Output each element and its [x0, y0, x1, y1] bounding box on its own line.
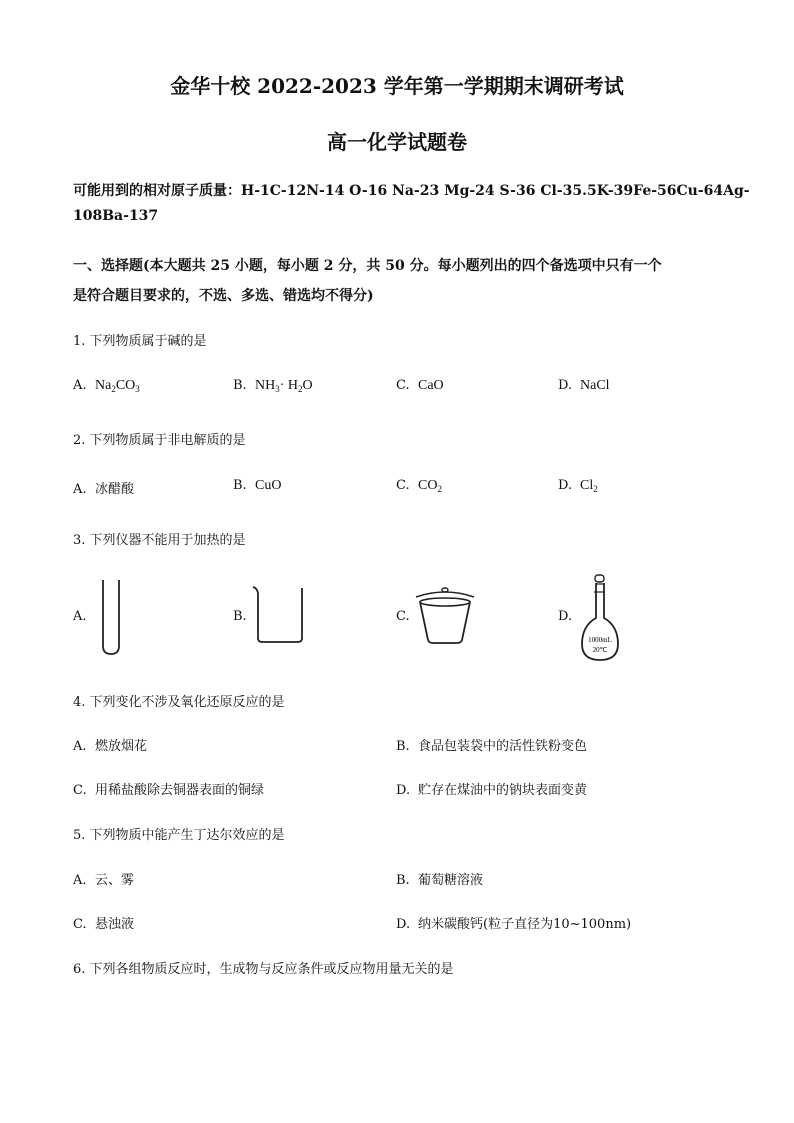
- option-label: C.: [73, 783, 87, 798]
- q4-option-a[interactable]: [73, 735, 147, 754]
- question-1-stem: 1. 下列物质属于碱的是: [73, 334, 207, 349]
- q2-option-c[interactable]: [396, 478, 442, 494]
- q1-option-a[interactable]: [73, 378, 140, 394]
- option-text: 食品包装袋中的活性铁粉变色: [418, 739, 588, 754]
- q4-option-c[interactable]: [73, 779, 264, 798]
- q2-option-b[interactable]: [233, 478, 281, 494]
- formula-co2: $CO_2$: [418, 478, 442, 494]
- q1-option-b[interactable]: [233, 378, 313, 394]
- q4-option-d[interactable]: [396, 779, 587, 798]
- section-header-line-2: 是符合题目要求的，不选、多选、错选均不得分): [73, 288, 374, 304]
- question-6-stem: 6. 下列各组物质反应时，生成物与反应条件或反应物用量无关的是: [73, 962, 454, 977]
- option-label: B.: [396, 873, 410, 888]
- option-label: C.: [396, 478, 410, 493]
- exam-title: 金华十校 2022-2023 学年第一学期期末调研考试: [170, 74, 624, 98]
- option-label: C.: [396, 378, 410, 393]
- option-label: A.: [73, 378, 87, 393]
- option-label: A.: [73, 873, 87, 888]
- option-label: D.: [558, 378, 573, 393]
- crucible-icon: [412, 586, 478, 648]
- q1-option-d[interactable]: [558, 378, 610, 394]
- option-label: D.: [396, 917, 411, 932]
- q5-option-b[interactable]: [396, 869, 483, 888]
- formula-nacl: NaCl: [580, 378, 610, 393]
- flask-temperature-label: 20℃: [592, 646, 608, 654]
- option-label: C.: [73, 917, 87, 932]
- formula-cao: CaO: [418, 378, 444, 393]
- option-label: B.: [233, 478, 247, 493]
- exam-subtitle: 高一化学试题卷: [327, 130, 467, 154]
- option-label: C.: [396, 609, 410, 624]
- q2-option-a[interactable]: [73, 478, 134, 497]
- option-text: 纳米碳酸钙(粒子直径为10~100nm): [418, 917, 632, 932]
- option-label: D.: [396, 783, 411, 798]
- option-label: A.: [73, 739, 87, 754]
- option-text: 贮存在煤油中的钠块表面变黄: [418, 783, 588, 798]
- q1-option-c[interactable]: [396, 378, 444, 394]
- option-label: A.: [73, 609, 87, 624]
- formula-cl2: $Cl_2$: [580, 478, 598, 494]
- formula-na2co3: $Na_2CO_3$: [95, 378, 140, 394]
- option-label: B.: [396, 739, 410, 754]
- option-text: 用稀盐酸除去铜器表面的铜绿: [95, 783, 265, 798]
- option-text: 冰醋酸: [95, 482, 135, 497]
- volumetric-flask-icon: [578, 574, 622, 662]
- option-text: 悬浊液: [95, 917, 135, 932]
- formula-cuo: CuO: [255, 478, 282, 493]
- option-text: 云、雾: [95, 873, 135, 888]
- flask-volume-label: 1000mL: [588, 636, 612, 644]
- option-label: D.: [558, 609, 573, 624]
- option-label: A.: [73, 482, 87, 497]
- q5-option-a[interactable]: [73, 869, 134, 888]
- q5-option-c[interactable]: [73, 913, 134, 932]
- option-label: B.: [233, 609, 247, 624]
- option-text: 燃放烟花: [95, 739, 148, 754]
- q4-option-b[interactable]: [396, 735, 587, 754]
- q3-option-d[interactable]: [558, 609, 580, 624]
- section-header-line-1: 一、选择题(本大题共 25 小题，每小题 2 分，共 50 分。每小题列出的四个备选项中只有一个: [73, 258, 662, 274]
- q3-option-a[interactable]: [73, 609, 95, 624]
- question-4-stem: 4. 下列变化不涉及氧化还原反应的是: [73, 695, 285, 710]
- beaker-icon: [250, 584, 310, 646]
- formula-nh3-h2o: $NH_3\cdot H_2O$: [255, 378, 313, 394]
- option-label: B.: [233, 378, 247, 393]
- question-3-stem: 3. 下列仪器不能用于加热的是: [73, 533, 246, 548]
- question-5-stem: 5. 下列物质中能产生丁达尔效应的是: [73, 828, 285, 843]
- option-label: D.: [558, 478, 573, 493]
- question-2-stem: 2. 下列物质属于非电解质的是: [73, 433, 246, 448]
- q2-option-d[interactable]: [558, 478, 598, 494]
- atomic-mass-line-1: 可能用到的相对原子质量：H-1C-12N-14 O-16 Na-23 Mg-24 S-36 Cl-35.5K-39Fe-56Cu-64Ag-: [73, 183, 750, 199]
- atomic-mass-line-2: 108Ba-137: [73, 208, 159, 224]
- test-tube-icon: [98, 578, 124, 658]
- q5-option-d[interactable]: [396, 913, 631, 932]
- option-text: 葡萄糖溶液: [418, 873, 484, 888]
